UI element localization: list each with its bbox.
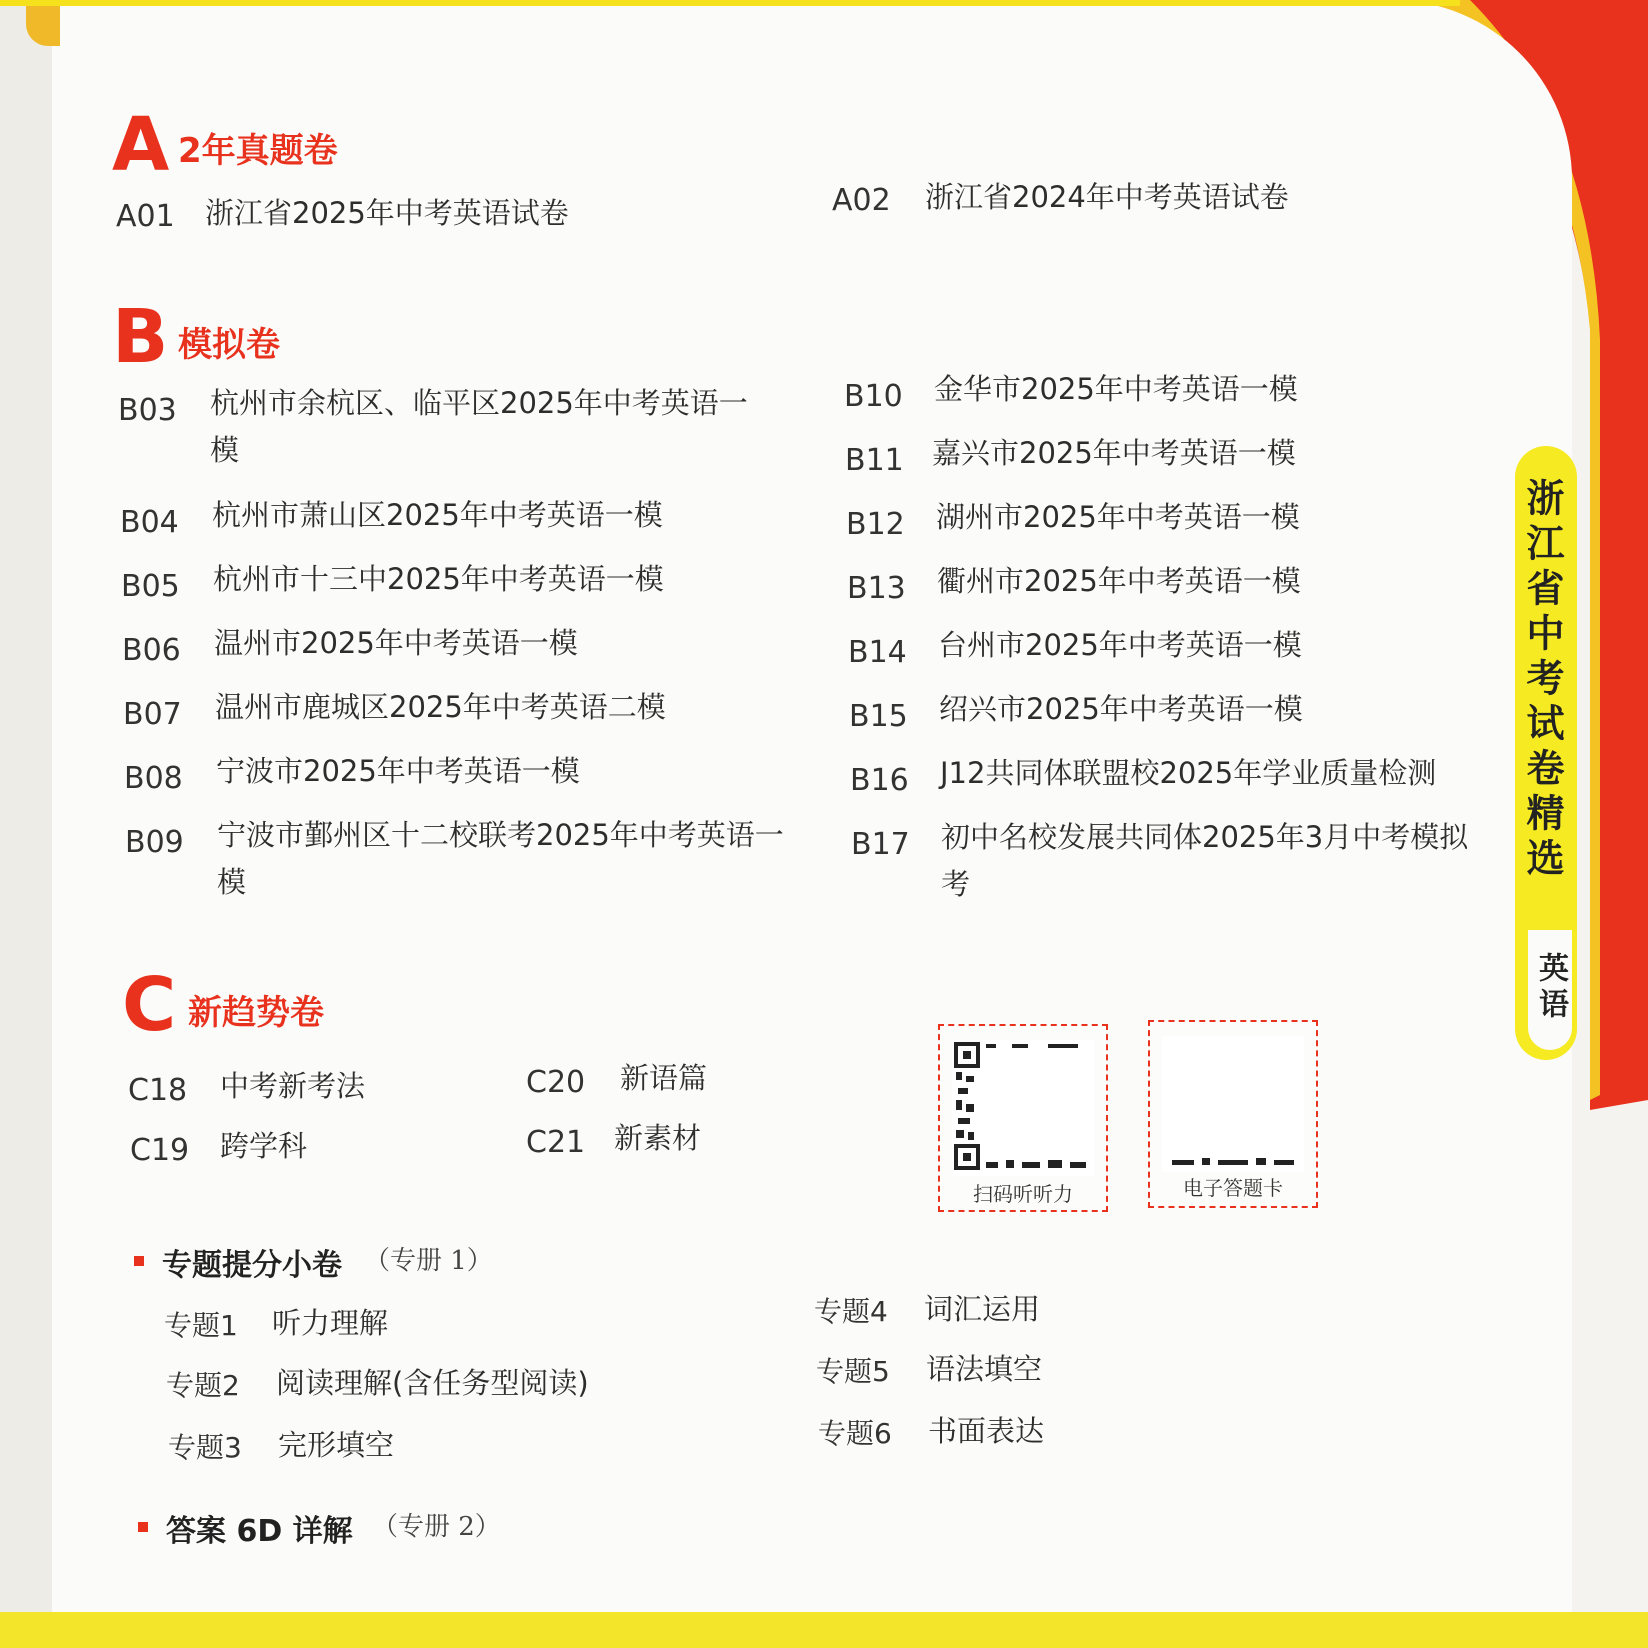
booklet-1-note: （专册 1）	[364, 1246, 493, 1276]
booklet-2-title: 答案 6D 详解	[166, 1514, 353, 1549]
item-title: 湖州市2025年中考英语一模	[936, 500, 1300, 534]
qr-label: 扫码听听力	[973, 1182, 1073, 1206]
bullet-square	[138, 1522, 148, 1532]
qr-code-icon	[1162, 1036, 1304, 1172]
topic-title: 听力理解	[272, 1306, 389, 1340]
item-title: 浙江省2024年中考英语试卷	[925, 180, 1289, 214]
item-title: 温州市鹿城区2025年中考英语二模	[215, 690, 666, 724]
topic-title: 完形填空	[278, 1428, 395, 1462]
top-yellow-strip	[0, 0, 1460, 6]
item-code: B14	[848, 635, 907, 670]
qr-label: 电子答题卡	[1183, 1176, 1283, 1200]
item-code: B17	[851, 827, 910, 862]
qr-box-answer-card[interactable]	[1148, 1020, 1318, 1208]
topic-code: 专题1	[164, 1309, 238, 1342]
item-code: B05	[121, 569, 180, 604]
topic-title: 书面表达	[928, 1414, 1045, 1448]
item-title: 温州市2025年中考英语一模	[214, 626, 578, 660]
item-title: J12共同体联盟校2025年学业质量检测	[940, 756, 1437, 790]
item-title: 金华市2025年中考英语一模	[934, 372, 1298, 406]
item-title: 跨学科	[220, 1129, 308, 1163]
series-title: 浙江省中考试卷精选	[1520, 478, 1564, 883]
item-title: 杭州市十三中2025年中考英语一模	[213, 562, 664, 596]
topic-title: 语法填空	[926, 1352, 1043, 1386]
topic-code: 专题4	[814, 1295, 888, 1328]
topic-code: 专题2	[166, 1369, 240, 1402]
booklet-2-note: （专册 2）	[372, 1512, 501, 1542]
qr-code-icon	[952, 1040, 1094, 1176]
item-title: 宁波市2025年中考英语一模	[216, 754, 580, 788]
item-code: B04	[120, 505, 179, 540]
item-code: B08	[124, 761, 183, 796]
item-code: C20	[526, 1065, 586, 1100]
item-title: 新素材	[614, 1121, 702, 1155]
item-code: B11	[845, 443, 904, 478]
item-code: B07	[123, 697, 182, 732]
booklet-1-title: 专题提分小卷	[162, 1248, 342, 1283]
item-code: B06	[122, 633, 181, 668]
topic-title: 阅读理解(含任务型阅读)	[276, 1366, 589, 1400]
topic-title: 词汇运用	[924, 1292, 1041, 1326]
item-title: 杭州市萧山区2025年中考英语一模	[212, 498, 663, 532]
section-c-title: 新趋势卷	[188, 993, 324, 1033]
section-a-title: 2年真题卷	[178, 131, 338, 171]
item-title: 中考新考法	[220, 1069, 366, 1103]
item-code: B03	[118, 393, 177, 428]
item-code: C19	[130, 1133, 190, 1168]
item-code: B09	[125, 825, 184, 860]
item-code: B12	[846, 507, 905, 542]
bottom-yellow-strip	[0, 1612, 1648, 1648]
item-title: 台州市2025年中考英语一模	[938, 628, 1302, 662]
item-code: A01	[116, 199, 175, 234]
topic-code: 专题3	[168, 1431, 242, 1464]
section-a-letter: A	[112, 102, 170, 188]
item-code: B16	[850, 763, 909, 798]
item-title: 新语篇	[620, 1061, 708, 1095]
topic-code: 专题5	[816, 1355, 890, 1388]
topic-code: 专题6	[818, 1417, 892, 1450]
item-code: C21	[526, 1125, 586, 1160]
item-code: C18	[128, 1073, 188, 1108]
item-title: 宁波市鄞州区十二校联考2025年中考英语一模	[217, 818, 784, 899]
item-title: 初中名校发展共同体2025年3月中考模拟考	[941, 820, 1469, 901]
item-title: 衢州市2025年中考英语一模	[937, 564, 1301, 598]
qr-box-listening[interactable]	[938, 1024, 1108, 1212]
section-c-letter: C	[122, 962, 177, 1048]
section-b-letter: B	[112, 294, 169, 380]
subject-label: 英语	[1533, 952, 1568, 1024]
item-title: 杭州市余杭区、临平区2025年中考英语一模	[210, 386, 748, 467]
item-title: 绍兴市2025年中考英语一模	[939, 692, 1303, 726]
item-code: A02	[832, 183, 891, 218]
item-code: B13	[847, 571, 906, 606]
item-title: 嘉兴市2025年中考英语一模	[932, 436, 1296, 470]
bullet-square	[134, 1256, 144, 1266]
section-b-title: 模拟卷	[178, 325, 280, 365]
item-title: 浙江省2025年中考英语试卷	[205, 196, 569, 230]
item-code: B15	[849, 699, 908, 734]
item-code: B10	[844, 379, 903, 414]
